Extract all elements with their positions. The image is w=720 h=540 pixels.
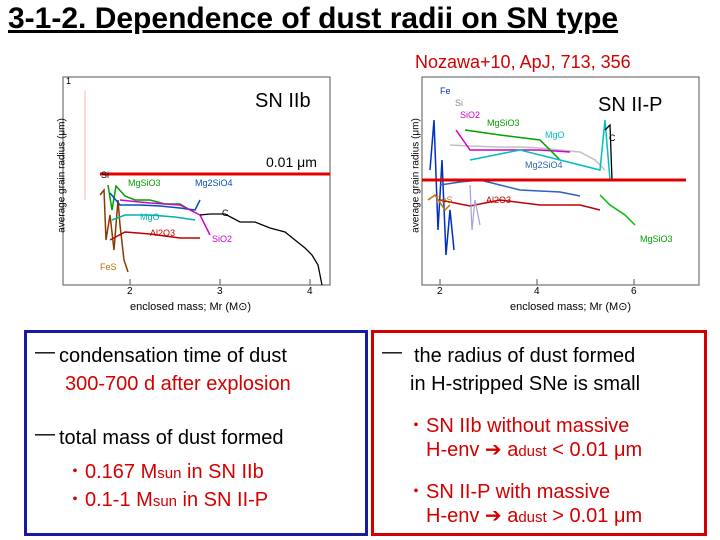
right-ylabel: average grain radius (μm) [410, 118, 422, 233]
total-mass-iip: ・0.1-1 Msun in SN II-P [65, 489, 269, 511]
summary-box-left [24, 330, 368, 536]
citation: Nozawa+10, ApJ, 713, 356 [415, 52, 631, 72]
total-mass-iib: ・0.167 Msun in SN IIb [65, 461, 264, 483]
right-species-si: Si [455, 98, 464, 108]
bullet-icon: ・ [406, 481, 426, 503]
right-xtick-label-6: 6 [631, 286, 637, 297]
sn-iip-result: H-env ➔ adust > 0.01 μm [426, 505, 643, 527]
left-species-mgo: MgO [140, 212, 160, 222]
curve-c [200, 214, 322, 285]
bullet-icon: ・ [406, 415, 426, 437]
summary-box-right [371, 330, 707, 536]
left-xtick-label-4: 4 [307, 286, 313, 297]
right-species-c: C [609, 133, 616, 143]
right-species-fes: FeS [436, 195, 453, 205]
dash-icon-3: — [382, 341, 402, 363]
right-species-mgsio3: MgSiO3 [487, 118, 520, 128]
right-species-al2o3: Al2O3 [486, 195, 512, 205]
left-species-fes: FeS [100, 262, 117, 272]
curve-mgsio3 [108, 185, 190, 210]
sn-iib-result: H-env ➔ adust < 0.01 μm [426, 439, 643, 461]
curve-fe [430, 120, 454, 255]
left-ylabel: average grain radius (μm) [56, 118, 68, 233]
left-species-sio2: SiO2 [212, 234, 233, 244]
left-species-al2o3: Al2O3 [150, 228, 176, 238]
left-species-si: Si [101, 170, 110, 180]
dash-icon-2: — [35, 423, 55, 445]
right-species-fe: Fe [440, 86, 451, 96]
radius-text-line1: the radius of dust formed [414, 345, 636, 367]
right-xtick-label-4: 4 [534, 286, 540, 297]
left-plot-sn-label: SN IIb [255, 90, 311, 112]
sn-iib-line: ・SN IIb without massive [406, 415, 630, 437]
slide-title: 3-1-2. Dependence of dust radii on SN type [8, 2, 619, 35]
curve-mgsio3-right-tail [600, 195, 635, 225]
right-plot-sn-label: SN II-P [598, 94, 663, 116]
bullet-icon: ・ [65, 461, 85, 483]
condensation-time-text: condensation time of dust [59, 345, 287, 367]
condensation-time-value: 300-700 d after explosion [65, 373, 291, 395]
curve-al2o3-right [440, 200, 600, 210]
left-species-mg2sio4: Mg2SiO4 [195, 178, 233, 188]
bullet-icon: ・ [65, 489, 85, 511]
right-xlabel: enclosed mass; Mr (M⊙) [510, 301, 632, 313]
left-species-c: C [222, 208, 229, 218]
right-xtick-label-2: 2 [437, 286, 443, 297]
right-species-sio2: SiO2 [460, 110, 481, 120]
curve-feint-right [470, 185, 480, 230]
threshold-label: 0.01 μm [266, 154, 317, 170]
left-xtick-label-3: 3 [217, 286, 223, 297]
dash-icon-1: — [35, 341, 55, 363]
total-mass-text: total mass of dust formed [59, 427, 284, 449]
right-species-mgsio3-tail: MgSiO3 [640, 234, 673, 244]
left-ytick-1: 1 [66, 76, 72, 86]
radius-text-line2: in H-stripped SNe is small [410, 373, 641, 395]
left-xlabel: enclosed mass; Mr (M⊙) [130, 301, 252, 313]
right-species-mg2sio4: Mg2SiO4 [525, 160, 563, 170]
left-species-mgsio3: MgSiO3 [128, 178, 161, 188]
left-xtick-label-2: 2 [127, 286, 133, 297]
sn-iip-line: ・SN II-P with massive [406, 481, 611, 503]
right-species-mgo: MgO [545, 130, 565, 140]
curve-mg2sio4-right [440, 180, 580, 196]
